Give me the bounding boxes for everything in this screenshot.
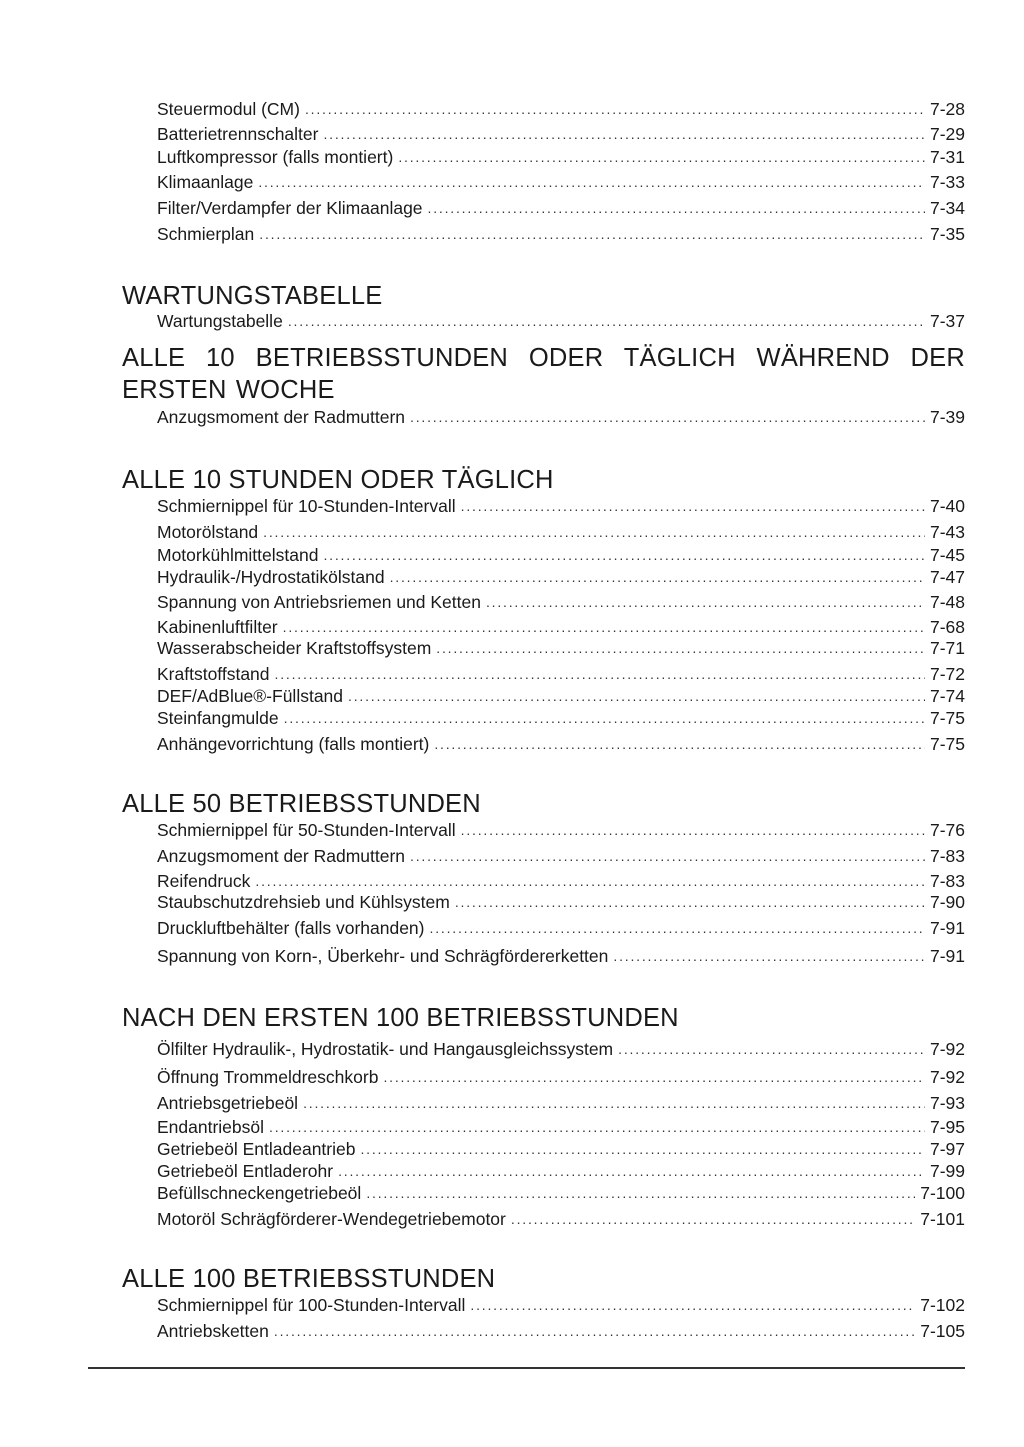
toc-entry-page: 7-83 xyxy=(929,871,965,891)
toc-entry-page: 7-75 xyxy=(929,734,965,754)
toc-entry-label: Getriebeöl Entladeantrieb xyxy=(157,1139,356,1159)
toc-entry-label: Schmierplan xyxy=(157,224,255,244)
toc-entry-page: 7-74 xyxy=(929,686,965,706)
toc-entry-page: 7-95 xyxy=(929,1117,965,1137)
toc-entry-label: Spannung von Antriebsriemen und Ketten xyxy=(157,592,481,612)
toc-leader-dots xyxy=(338,1161,925,1181)
toc-entry-page: 7-40 xyxy=(929,496,965,516)
toc-entry[interactable] xyxy=(157,1157,965,1181)
section-title: ALLE 100 BETRIEBSSTUNDEN xyxy=(122,1265,496,1293)
toc-entry-page: 7-97 xyxy=(929,1139,965,1159)
toc-leader-dots xyxy=(259,224,925,244)
toc-entry-page: 7-100 xyxy=(920,1183,965,1203)
toc-entry-page: 7-47 xyxy=(929,567,965,587)
toc-entry[interactable] xyxy=(157,1205,965,1229)
toc-entry-page: 7-76 xyxy=(929,820,965,840)
toc-entry[interactable] xyxy=(157,942,965,966)
toc-leader-dots xyxy=(511,1209,915,1229)
section-title: ALLE 50 BETRIEBSSTUNDEN xyxy=(122,790,481,818)
toc-entry-page: 7-33 xyxy=(929,172,965,192)
toc-entry-page: 7-43 xyxy=(929,522,965,542)
toc-entry-label: Schmiernippel für 50-Stunden-Intervall xyxy=(157,820,456,840)
toc-leader-dots xyxy=(288,311,925,331)
toc-entry-label: Anzugsmoment der Radmuttern xyxy=(157,407,406,427)
toc-entry-page: 7-99 xyxy=(929,1161,965,1181)
toc-entry-label: Wasserabscheider Kraftstoffsystem xyxy=(157,638,432,658)
toc-entry[interactable] xyxy=(157,307,965,331)
toc-leader-dots xyxy=(258,172,925,192)
toc-entry[interactable] xyxy=(157,1063,965,1087)
toc-entry-page: 7-91 xyxy=(929,918,965,938)
toc-entry[interactable] xyxy=(157,168,965,192)
toc-entry[interactable] xyxy=(157,1291,965,1315)
toc-entry-label: Batterietrennschalter xyxy=(157,124,319,144)
toc-entry-label: Anzugsmoment der Radmuttern xyxy=(157,846,406,866)
toc-entry-page: 7-102 xyxy=(920,1295,965,1315)
toc-leader-dots xyxy=(486,592,925,612)
toc-entry[interactable] xyxy=(157,1035,965,1059)
toc-entry-page: 7-91 xyxy=(929,946,965,966)
toc-entry-label: Reifendruck xyxy=(157,871,251,891)
toc-entry[interactable] xyxy=(157,1089,965,1113)
toc-entry-page: 7-68 xyxy=(929,617,965,637)
toc-entry-label: Hydraulik-/Hydrostatikölstand xyxy=(157,567,385,587)
toc-entry-page: 7-31 xyxy=(929,147,965,167)
toc-entry-label: Wartungstabelle xyxy=(157,311,283,331)
toc-entry-page: 7-45 xyxy=(929,545,965,565)
toc-entry-page: 7-34 xyxy=(929,198,965,218)
toc-entry[interactable] xyxy=(157,816,965,840)
toc-entry-label: Motorkühlmittelstand xyxy=(157,545,319,565)
toc-entry[interactable] xyxy=(157,143,965,167)
toc-leader-dots xyxy=(275,664,925,684)
toc-leader-dots xyxy=(470,1295,915,1315)
toc-leader-dots xyxy=(366,1183,915,1203)
toc-entry-label: Anhängevorrichtung (falls montiert) xyxy=(157,734,430,754)
toc-entry[interactable] xyxy=(157,588,965,612)
toc-leader-dots xyxy=(383,1067,925,1087)
toc-entry[interactable] xyxy=(157,220,965,244)
toc-entry-label: Steuermodul (CM) xyxy=(157,99,300,119)
toc-entry-label: Staubschutzdrehsieb und Kühlsystem xyxy=(157,892,450,912)
section-title: ALLE 10 BETRIEBSSTUNDEN ODER TÄGLICH WÄHREND DER ERSTEN WOCHE xyxy=(122,344,965,404)
section-title: WARTUNGSTABELLE xyxy=(122,282,383,310)
toc-entry[interactable] xyxy=(157,492,965,516)
toc-leader-dots xyxy=(284,708,925,728)
toc-entry-label: Klimaanlage xyxy=(157,172,254,192)
toc-entry[interactable] xyxy=(157,842,965,866)
toc-entry-label: Kraftstoffstand xyxy=(157,664,270,684)
toc-leader-dots xyxy=(323,545,925,565)
toc-entry-page: 7-48 xyxy=(929,592,965,612)
toc-entry-label: Filter/Verdampfer der Klimaanlage xyxy=(157,198,423,218)
toc-leader-dots xyxy=(455,892,925,912)
toc-entry-label: Antriebsketten xyxy=(157,1321,269,1341)
toc-entry[interactable] xyxy=(157,1179,965,1203)
footer-rule xyxy=(88,1367,965,1369)
toc-entry-page: 7-83 xyxy=(929,846,965,866)
toc-entry-label: Spannung von Korn-, Überkehr- und Schrägfördererketten xyxy=(157,946,609,966)
toc-leader-dots xyxy=(360,1139,925,1159)
toc-entry-page: 7-92 xyxy=(929,1039,965,1059)
toc-entry-label: Steinfangmulde xyxy=(157,708,279,728)
toc-leader-dots xyxy=(434,734,925,754)
toc-entry[interactable] xyxy=(157,1317,965,1341)
toc-entry[interactable] xyxy=(157,541,965,565)
toc-entry[interactable] xyxy=(157,914,965,938)
toc-entry[interactable] xyxy=(157,888,965,912)
toc-entry-label: Ölfilter Hydraulik-, Hydrostatik- und Hangausgleichssystem xyxy=(157,1039,614,1059)
toc-entry-label: Motoröl Schrägförderer-Wendegetriebemotor xyxy=(157,1209,506,1229)
toc-leader-dots xyxy=(410,846,925,866)
toc-entry-page: 7-93 xyxy=(929,1093,965,1113)
toc-entry[interactable] xyxy=(157,563,965,587)
toc-leader-dots xyxy=(263,522,925,542)
toc-entry-page: 7-101 xyxy=(920,1209,965,1229)
toc-entry[interactable] xyxy=(157,730,965,754)
toc-leader-dots xyxy=(428,198,925,218)
toc-entry-label: Getriebeöl Entladerohr xyxy=(157,1161,334,1181)
toc-leader-dots xyxy=(436,638,925,658)
toc-leader-dots xyxy=(348,686,925,706)
toc-entry-label: Kabinenluftfilter xyxy=(157,617,278,637)
toc-entry-label: Druckluftbehälter (falls vorhanden) xyxy=(157,918,425,938)
toc-entry[interactable] xyxy=(157,403,965,427)
toc-entry-label: Schmiernippel für 10-Stunden-Intervall xyxy=(157,496,456,516)
toc-entry[interactable] xyxy=(157,682,965,706)
toc-entry-page: 7-29 xyxy=(929,124,965,144)
toc-entry[interactable] xyxy=(157,120,965,144)
toc-entry-label: Luftkompressor (falls montiert) xyxy=(157,147,394,167)
toc-entry-label: Antriebsgetriebeöl xyxy=(157,1093,299,1113)
toc-entry-page: 7-28 xyxy=(929,99,965,119)
toc-entry[interactable] xyxy=(157,518,965,542)
toc-entry-label: Öffnung Trommeldreschkorb xyxy=(157,1067,379,1087)
toc-entry-label: Endantriebsöl xyxy=(157,1117,265,1137)
section-title: NACH DEN ERSTEN 100 BETRIEBSSTUNDEN xyxy=(122,1004,679,1032)
section-title: ALLE 10 STUNDEN ODER TÄGLICH xyxy=(122,466,554,494)
toc-entry-page: 7-72 xyxy=(929,664,965,684)
toc-leader-dots xyxy=(274,1321,915,1341)
toc-leader-dots xyxy=(461,496,925,516)
toc-entry-label: Befüllschneckengetriebeöl xyxy=(157,1183,362,1203)
toc-leader-dots xyxy=(323,124,924,144)
toc-leader-dots xyxy=(390,567,925,587)
toc-leader-dots xyxy=(303,1093,925,1113)
toc-leader-dots xyxy=(398,147,925,167)
toc-entry[interactable] xyxy=(157,660,965,684)
toc-entry-page: 7-39 xyxy=(929,407,965,427)
toc-entry[interactable] xyxy=(157,704,965,728)
toc-entry-page: 7-105 xyxy=(920,1321,965,1341)
toc-leader-dots xyxy=(430,918,925,938)
toc-entry-page: 7-35 xyxy=(929,224,965,244)
toc-leader-dots xyxy=(305,99,925,119)
toc-leader-dots xyxy=(618,1039,925,1059)
toc-leader-dots xyxy=(461,820,925,840)
toc-entry-page: 7-71 xyxy=(929,638,965,658)
toc-entry-label: DEF/AdBlue®-Füllstand xyxy=(157,686,344,706)
toc-entry-page: 7-92 xyxy=(929,1067,965,1087)
toc-entry-page: 7-37 xyxy=(929,311,965,331)
toc-entry[interactable] xyxy=(157,1135,965,1159)
toc-entry[interactable] xyxy=(157,1113,965,1137)
toc-leader-dots xyxy=(613,946,925,966)
toc-leader-dots xyxy=(269,1117,925,1137)
toc-entry[interactable] xyxy=(157,194,965,218)
toc-entry-page: 7-90 xyxy=(929,892,965,912)
toc-entry-label: Schmiernippel für 100-Stunden-Intervall xyxy=(157,1295,466,1315)
toc-entry[interactable] xyxy=(157,95,965,119)
toc-entry-page: 7-75 xyxy=(929,708,965,728)
toc-entry[interactable] xyxy=(157,634,965,658)
toc-leader-dots xyxy=(410,407,925,427)
toc-entry-label: Motorölstand xyxy=(157,522,259,542)
